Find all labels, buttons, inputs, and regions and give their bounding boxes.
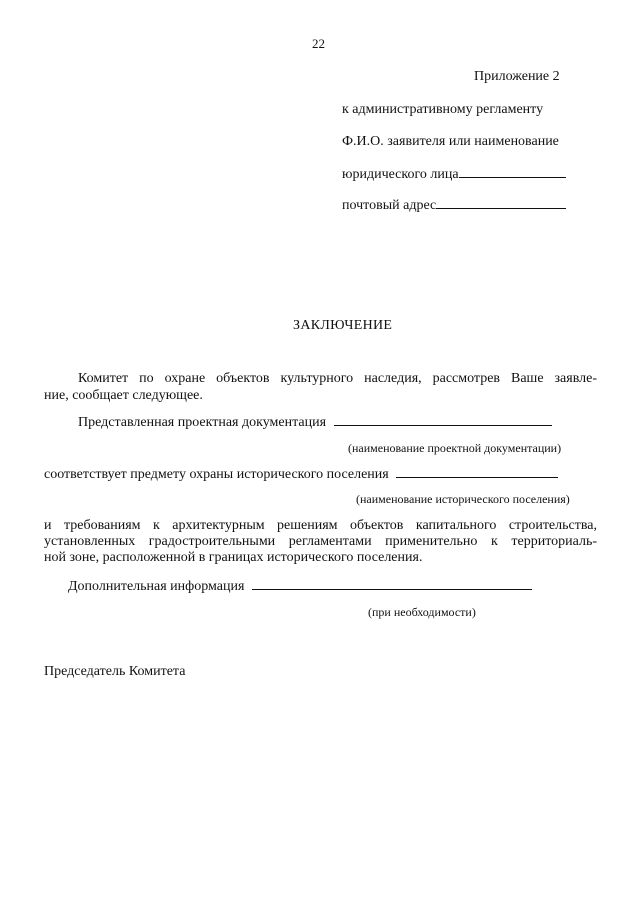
document-title: ЗАКЛЮЧЕНИЕ: [293, 318, 393, 333]
compliance-label: соответствует предмету охраны исторического поселения: [44, 467, 389, 482]
intro-line-2: ние, сообщает следующее.: [44, 388, 203, 403]
header-regulation-line: к административному регламенту: [342, 102, 544, 117]
page-number: 22: [312, 36, 325, 51]
settlement-note: (наименование исторического поселения): [356, 492, 570, 506]
requirements-line-3: ной зоне, расположенной в границах исторического поселения.: [44, 550, 423, 565]
header-postal-line: [342, 196, 566, 215]
settlement-blank-line: [396, 465, 558, 478]
legal-entity-blank-line: [459, 165, 566, 178]
chairman-signature-label: Председатель Комитета: [44, 664, 186, 679]
requirements-line-1: и требованиям к архитектурным решениям объектов капитального строительства,: [44, 518, 597, 533]
header-applicant-line: Ф.И.О. заявителя или наименование: [342, 134, 559, 149]
intro-line-1: Комитет по охране объектов культурного наследия, рассмотрев Ваше заявле-: [78, 371, 597, 386]
header-legal-entity-label: юридического лица: [342, 167, 459, 182]
project-documentation-blank-line: [334, 413, 552, 426]
compliance-row: [44, 465, 558, 484]
project-documentation-note: (наименование проектной документации): [348, 441, 562, 455]
project-documentation-row: [78, 413, 552, 432]
additional-info-row: [68, 577, 532, 596]
appendix-label: Приложение 2: [474, 69, 560, 84]
additional-info-note: (при необходимости): [368, 605, 476, 619]
requirements-line-2: установленных градостроительными регламентами применительно к территориаль-: [44, 534, 597, 549]
header-legal-entity-line: [342, 165, 566, 184]
project-documentation-label: Представленная проектная документация: [78, 415, 327, 430]
postal-blank-line: [436, 196, 566, 209]
header-postal-label: почтовый адрес: [342, 198, 437, 213]
additional-info-blank-line: [252, 577, 532, 590]
additional-info-label: Дополнительная информация: [68, 579, 245, 594]
